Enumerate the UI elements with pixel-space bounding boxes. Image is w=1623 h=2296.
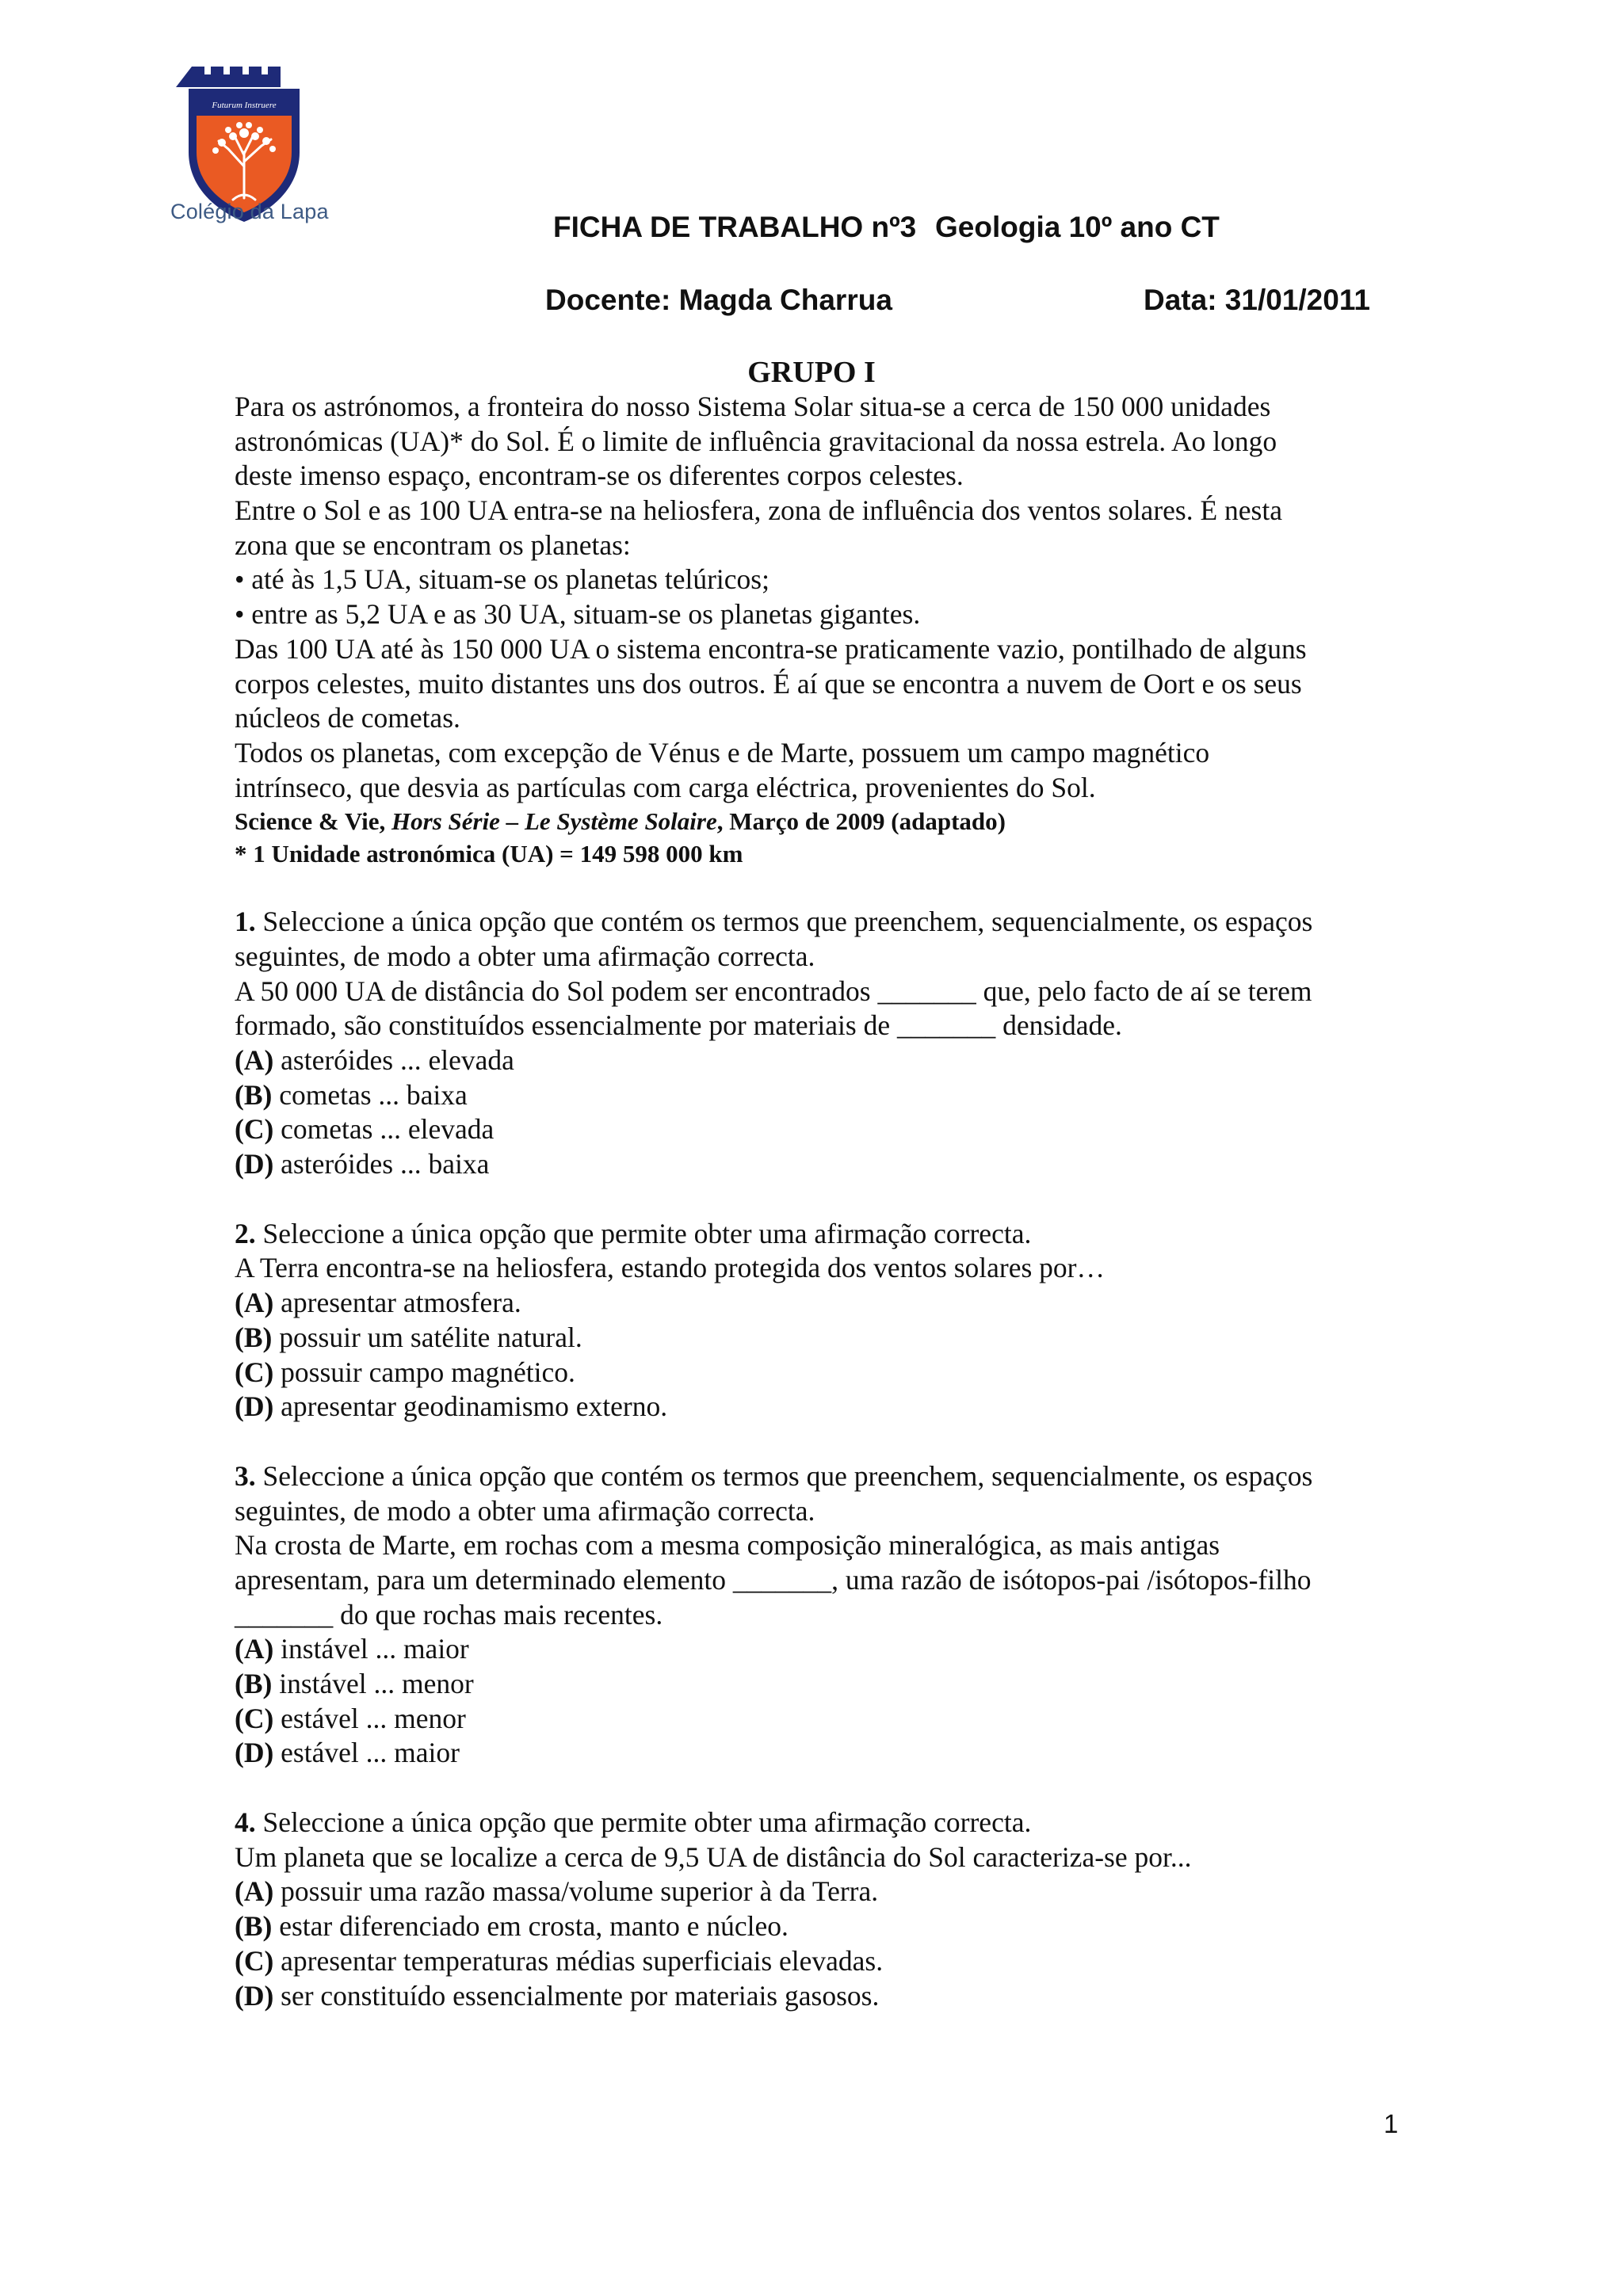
question-text: formado, são constituídos essencialmente por materiais de _______ densidade. <box>235 1009 1122 1042</box>
question-number: 1. <box>235 906 256 938</box>
intro-line: intrínseco, que desvia as partículas com carga eléctrica, provenientes do Sol. <box>235 771 1096 803</box>
logo-motto: Futurum Instruere <box>212 101 277 110</box>
question-text: seguintes, de modo a obter uma afirmação correcta. <box>235 940 815 972</box>
question-text: A 50 000 UA de distância do Sol podem ser encontrados _______ que, pelo facto de aí se terem <box>235 974 1312 1007</box>
question-number: 2. <box>235 1217 256 1249</box>
option-a: (A) asteróides ... elevada <box>235 1044 514 1076</box>
intro-line: astronómicas (UA)* do Sol. É o limite de influência gravitacional da nossa estrela. Ao longo <box>235 425 1277 457</box>
question-text: Um planeta que se localize a cerca de 9,5 UA de distância do Sol caracteriza-se por... <box>235 1840 1192 1873</box>
option-a: (A) possuir uma razão massa/volume superior à da Terra. <box>235 1875 879 1908</box>
question-3 <box>235 1459 1407 1771</box>
option-c: (C) estável ... menor <box>235 1702 466 1734</box>
intro-line: Para os astrónomos, a fronteira do nosso Sistema Solar situa-se a cerca de 150 000 unidades <box>235 391 1271 422</box>
question-4 <box>235 1806 1407 2013</box>
question-1 <box>235 905 1407 1182</box>
intro-line: • entre as 5,2 UA e as 30 UA, situam-se os planetas gigantes. <box>235 598 921 631</box>
option-c: (C) possuir campo magnético. <box>235 1356 575 1388</box>
option-d: (D) apresentar geodinamismo externo. <box>235 1390 668 1423</box>
logo-battlement <box>176 67 281 87</box>
group-title: GRUPO I <box>747 356 876 389</box>
subject-label: Geologia 10º ano CT <box>935 211 1220 243</box>
intro-line: Das 100 UA até às 150 000 UA o sistema encontra-se praticamente vazio, pontilhado de alguns <box>235 632 1307 665</box>
question-2 <box>235 1217 1407 1425</box>
page-number: 1 <box>1384 2109 1399 2138</box>
intro-line: núcleos de cometas. <box>235 702 460 734</box>
question-text: Seleccione a única opção que contém os termos que preenchem, sequencialmente, os espaços <box>255 1459 1313 1492</box>
option-c: (C) apresentar temperaturas médias superficiais elevadas. <box>235 1944 884 1977</box>
option-b: (B) instável ... menor <box>235 1668 474 1699</box>
intro-line: corpos celestes, muito distantes uns dos outros. É aí que se encontra a nuvem de Oort e os seus <box>235 667 1302 700</box>
source-citation: Science & Vie, Hors Série – Le Système Solaire, Março de 2009 (adaptado) <box>235 807 1006 836</box>
option-b: (B) possuir um satélite natural. <box>235 1321 582 1353</box>
question-text: Seleccione a única opção que permite obter uma afirmação correcta. <box>255 1217 1032 1249</box>
question-text: seguintes, de modo a obter uma afirmação correcta. <box>235 1494 815 1527</box>
option-b: (B) cometas ... baixa <box>235 1078 468 1111</box>
intro-line: deste imenso espaço, encontram-se os diferentes corpos celestes. <box>235 460 964 492</box>
intro-line: • até às 1,5 UA, situam-se os planetas telúricos; <box>235 563 769 596</box>
question-number: 4. <box>235 1806 256 1839</box>
question-number: 3. <box>235 1459 256 1492</box>
option-c: (C) cometas ... elevada <box>235 1113 495 1146</box>
option-a: (A) apresentar atmosfera. <box>235 1287 521 1319</box>
question-text: A Terra encontra-se na heliosfera, estando protegida dos ventos solares por… <box>235 1252 1105 1284</box>
option-d: (D) ser constituído essencialmente por materiais gasosos. <box>235 1979 880 2012</box>
question-text: Na crosta de Marte, em rochas com a mesma composição mineralógica, as mais antigas <box>235 1529 1220 1562</box>
school-name: Colégio da Lapa <box>170 200 329 223</box>
intro-text <box>235 390 1407 870</box>
intro-line: Entre o Sol e as 100 UA entra-se na heliosfera, zona de influência dos ventos solares. É nesta <box>235 494 1282 527</box>
footnote: * 1 Unidade astronómica (UA) = 149 598 000 km <box>235 840 743 868</box>
option-d: (D) asteróides ... baixa <box>235 1148 490 1180</box>
question-text: _______ do que rochas mais recentes. <box>235 1598 663 1630</box>
date-label: Data: 31/01/2011 <box>1144 284 1370 316</box>
intro-line: Todos os planetas, com excepção de Vénus e de Marte, possuem um campo magnético <box>235 736 1210 769</box>
worksheet-body <box>235 390 1407 2013</box>
question-text: Seleccione a única opção que contém os termos que preenchem, sequencialmente, os espaços <box>255 906 1313 938</box>
option-a: (A) instável ... maior <box>235 1633 469 1665</box>
intro-line: zona que se encontram os planetas: <box>235 528 631 561</box>
option-b: (B) estar diferenciado em crosta, manto e núcleo. <box>235 1910 789 1943</box>
worksheet-title: FICHA DE TRABALHO nº3 <box>553 211 917 243</box>
question-text: apresentam, para um determinado elemento _______, uma razão de isótopos-pai /isótopos-filho <box>235 1563 1312 1596</box>
teacher-label: Docente: Magda Charrua <box>545 284 892 316</box>
option-d: (D) estável ... maior <box>235 1737 460 1769</box>
question-text: Seleccione a única opção que permite obter uma afirmação correcta. <box>255 1806 1032 1839</box>
